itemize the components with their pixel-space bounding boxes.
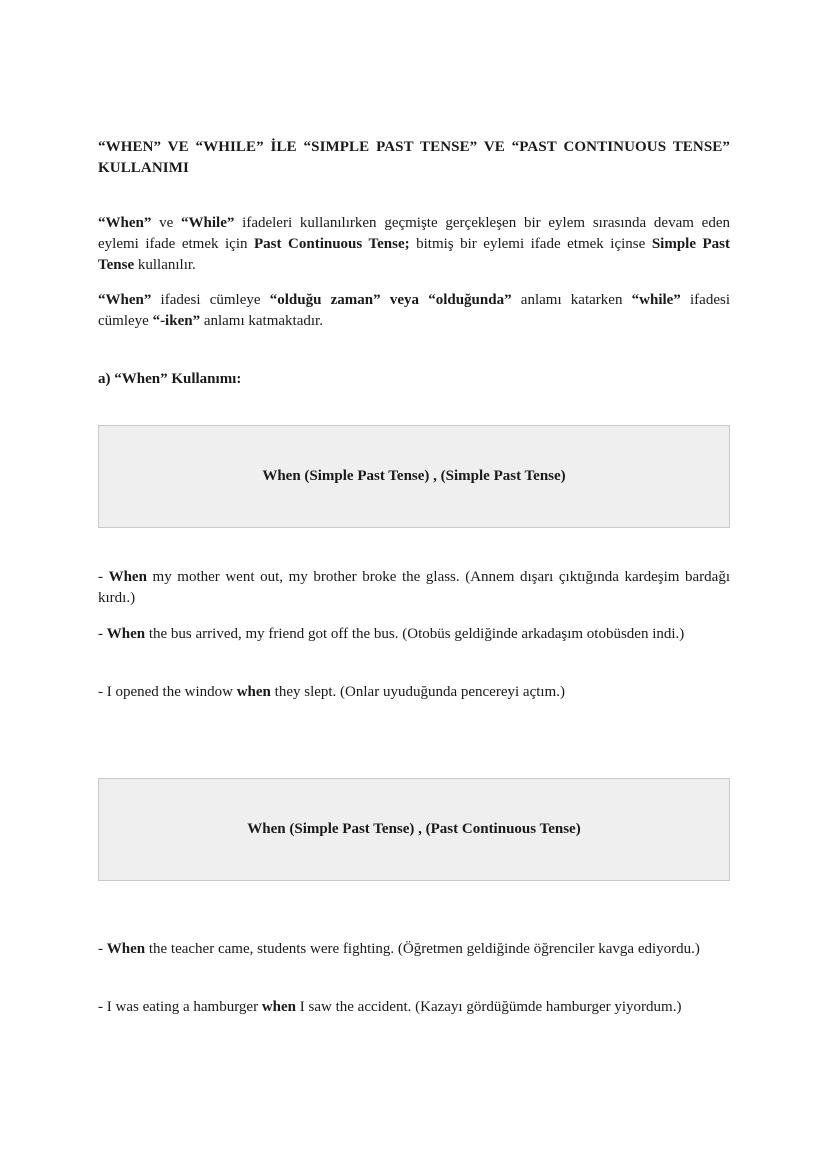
formula-text: When (Simple Past Tense) , (Simple Past Tense) bbox=[262, 468, 566, 484]
keyword-while: “while” bbox=[631, 292, 681, 308]
example-sentence bbox=[98, 997, 730, 1018]
meaning-iken: “-iken” bbox=[152, 313, 201, 329]
keyword-when: when bbox=[236, 684, 271, 700]
example-text: my mother went out, my brother broke the glass. (Annem dışarı çıktığında kardeşim bardağı kırdı.) bbox=[98, 569, 730, 606]
text: anlamı katmaktadır. bbox=[200, 313, 323, 329]
word-veya: veya bbox=[389, 292, 419, 308]
text: ifadeleri kullanılırken geçmişte gerçekleşen bir eylem sırasında devam eden eylemi ifade etmek için bbox=[98, 215, 730, 252]
text: ifadesi cümleye bbox=[98, 292, 730, 329]
tense-past-continuous: Past Continuous Tense; bbox=[254, 236, 410, 252]
example-text: the bus arrived, my friend got off the bus. (Otobüs geldiğinde arkadaşım otobüsden indi.) bbox=[145, 626, 685, 642]
keyword-when: When bbox=[108, 569, 147, 585]
text: kullanılır. bbox=[134, 257, 196, 273]
example-sentence bbox=[98, 567, 730, 609]
text bbox=[419, 292, 428, 308]
keyword-when: When bbox=[106, 941, 146, 957]
keyword-when: “When” bbox=[98, 292, 152, 308]
document-title: “WHEN” VE “WHILE” İLE “SIMPLE PAST TENSE” VE “PAST CONTINUOUS TENSE” KULLANIMI bbox=[98, 139, 730, 176]
formula-text: When (Simple Past Tense) , (Past Continuous Tense) bbox=[247, 821, 581, 837]
example-text: the teacher came, students were fighting. (Öğretmen geldiğinde öğrenciler kavga ediyordu.) bbox=[145, 941, 700, 957]
keyword-when: “When” bbox=[98, 215, 152, 231]
example-sentence bbox=[98, 682, 730, 703]
example-text: - I opened the window bbox=[98, 684, 237, 700]
text bbox=[381, 292, 390, 308]
formula-box-simple-continuous bbox=[98, 778, 730, 881]
keyword-when: When bbox=[106, 626, 146, 642]
section-heading-when: a) “When” Kullanımı: bbox=[98, 371, 242, 387]
text: bitmiş bir eylemi ifade etmek içinse bbox=[409, 236, 652, 252]
keyword-when: when bbox=[261, 999, 297, 1015]
meaning-oldugu-zaman: “olduğu zaman” bbox=[269, 292, 381, 308]
dash: - bbox=[98, 626, 107, 642]
text: ifadesi cümleye bbox=[151, 292, 270, 308]
dash: - bbox=[98, 941, 107, 957]
formula-box-simple-simple bbox=[98, 425, 730, 528]
example-text: they slept. (Onlar uyuduğunda pencereyi açtım.) bbox=[270, 684, 565, 700]
example-text: - I was eating a hamburger bbox=[98, 999, 262, 1015]
text: anlamı katarken bbox=[511, 292, 632, 308]
meaning-oldugunda: “olduğunda” bbox=[428, 292, 512, 308]
example-sentence bbox=[98, 624, 730, 645]
intro-paragraph-1 bbox=[98, 213, 730, 276]
example-sentence bbox=[98, 939, 730, 960]
example-text: I saw the accident. (Kazayı gördüğümde hamburger yiyordum.) bbox=[296, 999, 682, 1015]
text: ve bbox=[151, 215, 182, 231]
dash: - bbox=[98, 569, 109, 585]
intro-paragraph-2 bbox=[98, 290, 730, 332]
keyword-while: “While” bbox=[181, 215, 235, 231]
tense-simple-past: Simple Past Tense bbox=[98, 236, 730, 273]
